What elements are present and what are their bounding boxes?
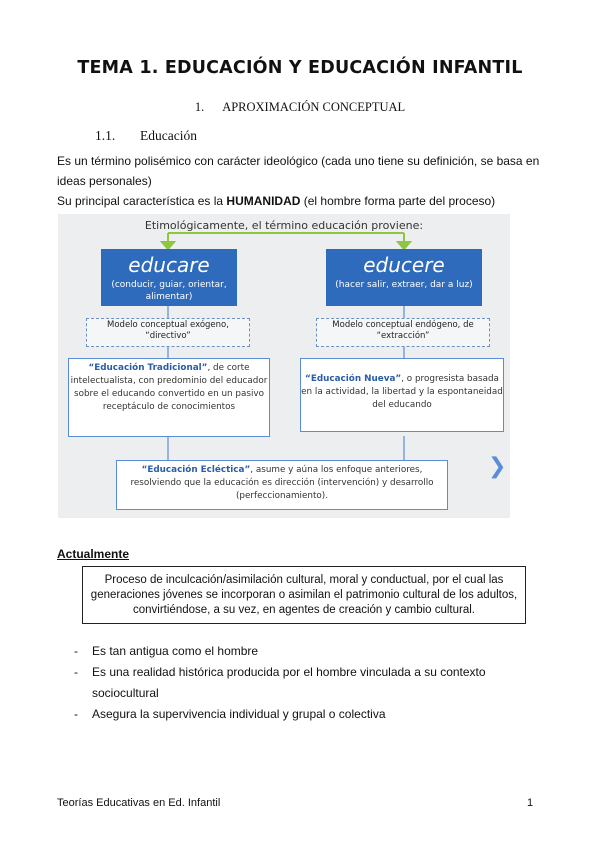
arrow-head-right [398, 242, 410, 249]
paragraph-definition: Es un término polisémico con carácter ideológico (cada uno tiene su definición, se basa en ideas personales) [57, 154, 540, 188]
model-endogeno: Modelo conceptual endógeno, de “extracción” [316, 318, 490, 347]
list-item-text: Es tan antigua como el hombre [92, 644, 259, 658]
word-educere: educere [363, 253, 445, 277]
box-educere [326, 249, 482, 306]
label-eclectica: “Educación Ecléctica” [141, 465, 251, 475]
label-nueva: “Educación Nueva” [305, 374, 402, 384]
page-title: TEMA 1. EDUCACIÓN Y EDUCACIÓN INFANTIL [77, 58, 523, 78]
etymology-diagram [58, 214, 510, 518]
para-bold-humanidad: HUMANIDAD [226, 194, 301, 208]
diagram-title: Etimológicamente, el término educación proviene: [144, 219, 424, 232]
list-item [70, 641, 550, 662]
footer-course-name: Teorías Educativas en Ed. Infantil [57, 797, 221, 809]
word-educare: educare [128, 253, 210, 277]
subsection-heading [95, 128, 197, 144]
heading-actualmente: Actualmente [57, 547, 130, 561]
box-educacion-eclectica [116, 460, 448, 510]
footer-page-number: 1 [527, 797, 534, 809]
subsection-number: 1.1. [95, 128, 116, 143]
list-item [70, 662, 550, 704]
section-label: APROXIMACIÓN CONCEPTUAL [222, 100, 406, 114]
box-educacion-tradicional [68, 358, 270, 437]
bullet-dash: - [74, 707, 78, 721]
bullet-dash: - [74, 644, 78, 658]
chevron-right-icon: ❯ [488, 454, 507, 479]
para-text-before: Su principal característica es la [57, 194, 227, 208]
meaning-educere: (hacer salir, extraer, dar a luz) [335, 280, 473, 290]
desc-tradicional: , de corte intelectualista, con predominio del educador sobre el educando convertido en un pasivo receptáculo de conocimientos [70, 363, 268, 412]
list-item [70, 704, 550, 725]
arrow-head-left [162, 242, 174, 249]
bullet-list [70, 641, 550, 725]
desc-eclectica: , asume y aúna los enfoque anteriores, resolviendo que la educación es dirección (intervención) y desarrollo (perfeccionamiento). [130, 465, 434, 501]
box-educare [101, 249, 237, 306]
section-heading-1 [0, 100, 600, 115]
label-tradicional: “Educación Tradicional” [88, 363, 208, 373]
para-text-after: (el hombre forma parte del proceso) [300, 194, 496, 208]
box-educacion-nueva [300, 358, 504, 432]
desc-nueva: , o progresista basada en la actividad, la libertad y la espontaneidad del educando [301, 374, 503, 410]
paragraph-characteristic [57, 191, 547, 211]
list-item-text: Es una realidad histórica producida por el hombre vinculada a su contexto sociocultural [92, 665, 486, 700]
section-number: 1. [194, 100, 205, 114]
model-exogeno: Modelo conceptual exógeno, “directivo” [86, 318, 250, 347]
subsection-label: Educación [140, 128, 197, 143]
definition-box: Proceso de inculcación/asimilación cultural, moral y conductual, por el cual las generaciones jóvenes se incorporan o asimilan el patrimonio cultural de los adultos, convirtiéndose, a su vez, en agentes de creación y cambio cultural. [82, 566, 526, 624]
bullet-dash: - [74, 665, 78, 679]
meaning-educare: (conducir, guiar, orientar, alimentar) [111, 280, 227, 302]
list-item-text: Asegura la supervivencia individual y grupal o colectiva [92, 707, 386, 721]
